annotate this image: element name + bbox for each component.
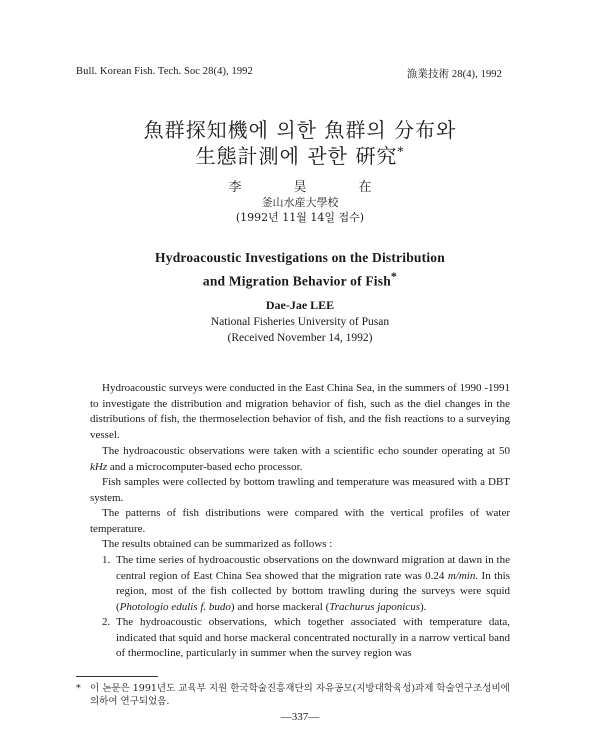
item1-species-1: Photologio edulis f. budo bbox=[119, 600, 231, 613]
abstract-paragraph-5: The results obtained can be summarized as follows : bbox=[102, 538, 333, 550]
item1-unit: m/min. bbox=[447, 569, 479, 582]
footnote-rule bbox=[76, 676, 158, 677]
abstract-p2-unit: kHz bbox=[90, 460, 108, 473]
abstract-paragraph-4: The patterns of fish distributions were compared with the vertical profiles of water temperature. bbox=[90, 507, 510, 535]
english-title-line2-text: and Migration Behavior of Fish bbox=[202, 273, 391, 289]
list-item-number: 2. bbox=[102, 616, 111, 628]
footnote bbox=[76, 682, 512, 708]
item1-species-2: Trachurus japonicus bbox=[329, 600, 421, 613]
korean-author-char-2: 昊 bbox=[293, 180, 307, 195]
abstract-paragraph-3: Fish samples were collected by bottom trawling and temperature was measured with a DBT system. bbox=[90, 476, 510, 504]
abstract-paragraph-2 bbox=[90, 444, 510, 475]
footnote-mark: * bbox=[76, 683, 81, 694]
english-affiliation: National Fisheries University of Pusan bbox=[210, 316, 390, 328]
abstract-p2-text-b: and a microcomputer-based echo processor. bbox=[107, 460, 303, 473]
results-list-item-1 bbox=[102, 553, 510, 615]
korean-received-date: (1992년 11월 14일 접수) bbox=[235, 211, 365, 224]
running-header-right: 漁業技術 28(4), 1992 bbox=[406, 69, 502, 80]
list-item-body bbox=[116, 553, 510, 615]
english-title-line1: Hydroacoustic Investigations on the Distribution bbox=[155, 250, 445, 265]
item1-text-a: The time series of hydroacoustic observations on the downward migration at dawn in the central region of East China Sea showed that the migration rate was 0.24 bbox=[116, 554, 510, 582]
korean-title-footnote-mark: * bbox=[397, 144, 405, 159]
page-number: —337— bbox=[280, 711, 320, 723]
english-title-line2 bbox=[0, 269, 600, 290]
list-item-number: 1. bbox=[102, 554, 111, 566]
english-title-footnote-mark: * bbox=[390, 269, 398, 283]
korean-affiliation: 釜山水産大學校 bbox=[261, 196, 339, 209]
english-received-date: (Received November 14, 1992) bbox=[227, 332, 373, 344]
list-item-body: The hydroacoustic observations, which together associated with temperature data, indicated that squid and horse mackeral concentrated nocturally in a narrow vertical band of thermocline, particularly in summer when the survey region was bbox=[116, 616, 510, 660]
item1-text-b: In this region, most of the fish collected by bottom trawling during the surveys were squid ( bbox=[116, 569, 510, 613]
results-list-item-2 bbox=[102, 615, 510, 662]
korean-author-char-1: 李 bbox=[228, 180, 242, 195]
english-author: Dae-Jae LEE bbox=[265, 298, 335, 312]
abstract-paragraph-1: Hydroacoustic surveys were conducted in the East China Sea, in the summers of 1990 -1991 to investigate the distribution and migration behavior of fish, such as the diel changes in the distributions of fish, the thermoselection behavior of fish, and the fish reactions to a surveying vessel. bbox=[90, 382, 510, 441]
footnote-text: 이 논문은 1991년도 교육부 지원 한국학술진흥재단의 자유공모(지방대학육성)과제 학술연구조성비에 의하여 연구되었음. bbox=[90, 683, 510, 707]
korean-title-line2 bbox=[0, 140, 600, 169]
korean-author bbox=[0, 176, 600, 195]
korean-title-line1: 魚群探知機에 의한 魚群의 分布와 bbox=[143, 118, 457, 142]
abstract-p2-text-a: The hydroacoustic observations were taken with a scientific echo sounder operating at 50 bbox=[102, 445, 510, 457]
running-header-left: Bull. Korean Fish. Tech. Soc 28(4), 1992 bbox=[76, 66, 253, 77]
item1-text-c: ) and horse mackeral ( bbox=[230, 600, 330, 613]
korean-author-char-3: 在 bbox=[358, 180, 372, 195]
korean-title-line2-text: 生態計測에 관한 硏究 bbox=[195, 144, 398, 168]
item1-text-d: ). bbox=[420, 600, 427, 613]
